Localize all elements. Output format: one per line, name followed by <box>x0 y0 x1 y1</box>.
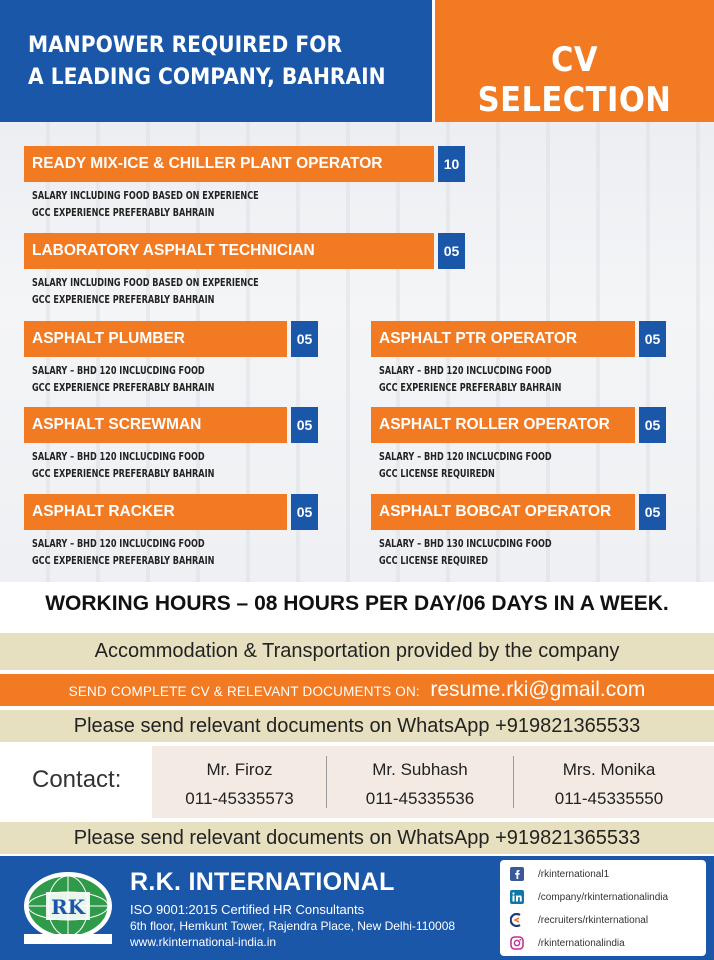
whatsapp-banner: Please send relevant documents on WhatsApp +919821365533 <box>0 710 714 742</box>
cv-selection-label: CV SELECTION <box>477 40 672 120</box>
job-detail-line1: SALARY INCLUDING FOOD BASED ON EXPERIENCE <box>32 190 259 202</box>
job-detail-line2: GCC EXPERIENCE PREFERABLY BAHRAIN <box>32 468 215 480</box>
company-name: R.K. INTERNATIONAL <box>130 868 395 896</box>
contact-name: Mr. Subhash <box>372 760 468 779</box>
social-linkedin-text: /company/rkinternationalindia <box>538 892 669 903</box>
job-title: ASPHALT RACKER <box>24 494 287 530</box>
logo-text: RK <box>50 895 86 919</box>
address-line: 6th floor, Hemkunt Tower, Rajendra Place, New Delhi-110008 <box>130 919 456 933</box>
job-count: 05 <box>291 494 318 530</box>
job-detail-line2: GCC LICENSE REQUIRED <box>379 555 489 567</box>
job-count: 05 <box>639 321 666 357</box>
whatsapp-banner-bottom: Please send relevant documents on WhatsApp +919821365533 <box>0 822 714 854</box>
job-detail-line2: GCC EXPERIENCE PREFERABLY BAHRAIN <box>32 294 215 306</box>
job-title: ASPHALT ROLLER OPERATOR <box>371 407 635 443</box>
job-detail <box>379 449 552 483</box>
job-detail <box>379 363 561 397</box>
social-recruiters-text: /recruiters/rkinternational <box>538 915 649 926</box>
job-detail <box>379 536 552 570</box>
job-count: 05 <box>291 321 318 357</box>
contact-phone[interactable]: 011-45335536 <box>365 789 475 808</box>
job-detail-line2: GCC EXPERIENCE PREFERABLY BAHRAIN <box>32 207 215 219</box>
instagram-icon <box>510 936 524 950</box>
job-detail-line1: SALARY – BHD 120 INCLUCDING FOOD <box>32 451 205 463</box>
website-link[interactable]: www.rkinternational-india.in <box>130 935 277 949</box>
linkedin-icon <box>510 890 524 904</box>
job-title: ASPHALT SCREWMAN <box>24 407 287 443</box>
header-title-line1: MANPOWER REQUIRED FOR <box>28 33 343 58</box>
job-detail <box>32 275 259 309</box>
footer <box>0 856 714 960</box>
job-detail-line1: SALARY INCLUDING FOOD BASED ON EXPERIENCE <box>32 277 259 289</box>
contact-phone[interactable]: 011-45335573 <box>185 789 294 808</box>
social-recruiters[interactable] <box>510 912 648 930</box>
job-detail-line2: GCC EXPERIENCE PREFERABLY BAHRAIN <box>379 382 562 394</box>
job-detail-line2: GCC LICENSE REQUIREDN <box>379 468 495 480</box>
header <box>0 0 714 122</box>
company-details <box>130 902 455 950</box>
jobs-section <box>0 122 714 582</box>
job-detail-line1: SALARY – BHD 120 INCLUCDING FOOD <box>379 451 552 463</box>
contact-person <box>152 746 327 818</box>
job-detail-line2: GCC EXPERIENCE PREFERABLY BAHRAIN <box>32 555 215 567</box>
contact-name: Mr. Firoz <box>206 760 273 779</box>
send-cv-banner <box>0 674 714 706</box>
social-facebook[interactable] <box>510 866 609 884</box>
job-detail-line1: SALARY – BHD 130 INCLUCDING FOOD <box>379 538 552 550</box>
header-title-line2: A LEADING COMPANY, BAHRAIN <box>28 65 386 90</box>
working-hours: WORKING HOURS – 08 HOURS PER DAY/06 DAYS IN A WEEK. <box>45 592 669 615</box>
social-linkedin[interactable] <box>510 889 668 907</box>
job-detail <box>32 363 214 397</box>
job-detail-line1: SALARY – BHD 120 INCLUCDING FOOD <box>379 365 552 377</box>
contact-label: Contact: <box>32 766 122 793</box>
job-title: LABORATORY ASPHALT TECHNICIAN <box>24 233 434 269</box>
contact-person <box>514 746 704 818</box>
cv-selection-box <box>432 0 714 122</box>
social-links <box>500 860 706 956</box>
job-count: 05 <box>291 407 318 443</box>
facebook-icon <box>510 867 524 881</box>
header-title <box>28 30 387 94</box>
job-count: 05 <box>438 233 465 269</box>
job-detail-line1: SALARY – BHD 120 INCLUCDING FOOD <box>32 365 205 377</box>
job-title: ASPHALT PTR OPERATOR <box>371 321 635 357</box>
job-detail <box>32 536 214 570</box>
contact-phone[interactable]: 011-45335550 <box>554 789 664 808</box>
rk-logo-icon <box>18 868 118 948</box>
job-title: READY MIX-ICE & CHILLER PLANT OPERATOR <box>24 146 434 182</box>
job-title: ASPHALT BOBCAT OPERATOR <box>371 494 635 530</box>
iso-line: ISO 9001:2015 Certified HR Consultants <box>130 902 365 917</box>
job-detail-line1: SALARY – BHD 120 INCLUCDING FOOD <box>32 538 205 550</box>
contact-section <box>0 744 714 820</box>
social-instagram[interactable] <box>510 935 625 953</box>
recruiters-icon <box>510 913 524 927</box>
job-detail <box>32 188 259 222</box>
social-facebook-text: /rkinternational1 <box>538 869 610 880</box>
contact-name: Mrs. Monika <box>562 760 656 779</box>
job-count: 05 <box>639 407 666 443</box>
job-title: ASPHALT PLUMBER <box>24 321 287 357</box>
job-count: 10 <box>438 146 465 182</box>
job-detail <box>32 449 214 483</box>
send-cv-label: SEND COMPLETE CV & RELEVANT DOCUMENTS ON: <box>68 684 420 699</box>
email-link[interactable]: resume.rki@gmail.com <box>430 678 646 701</box>
contact-person <box>327 746 513 818</box>
job-detail-line2: GCC EXPERIENCE PREFERABLY BAHRAIN <box>32 382 215 394</box>
job-count: 05 <box>639 494 666 530</box>
contact-box <box>152 746 714 818</box>
accommodation-banner: Accommodation & Transportation provided by the company <box>0 633 714 670</box>
social-instagram-text: /rkinternationalindia <box>538 938 625 949</box>
